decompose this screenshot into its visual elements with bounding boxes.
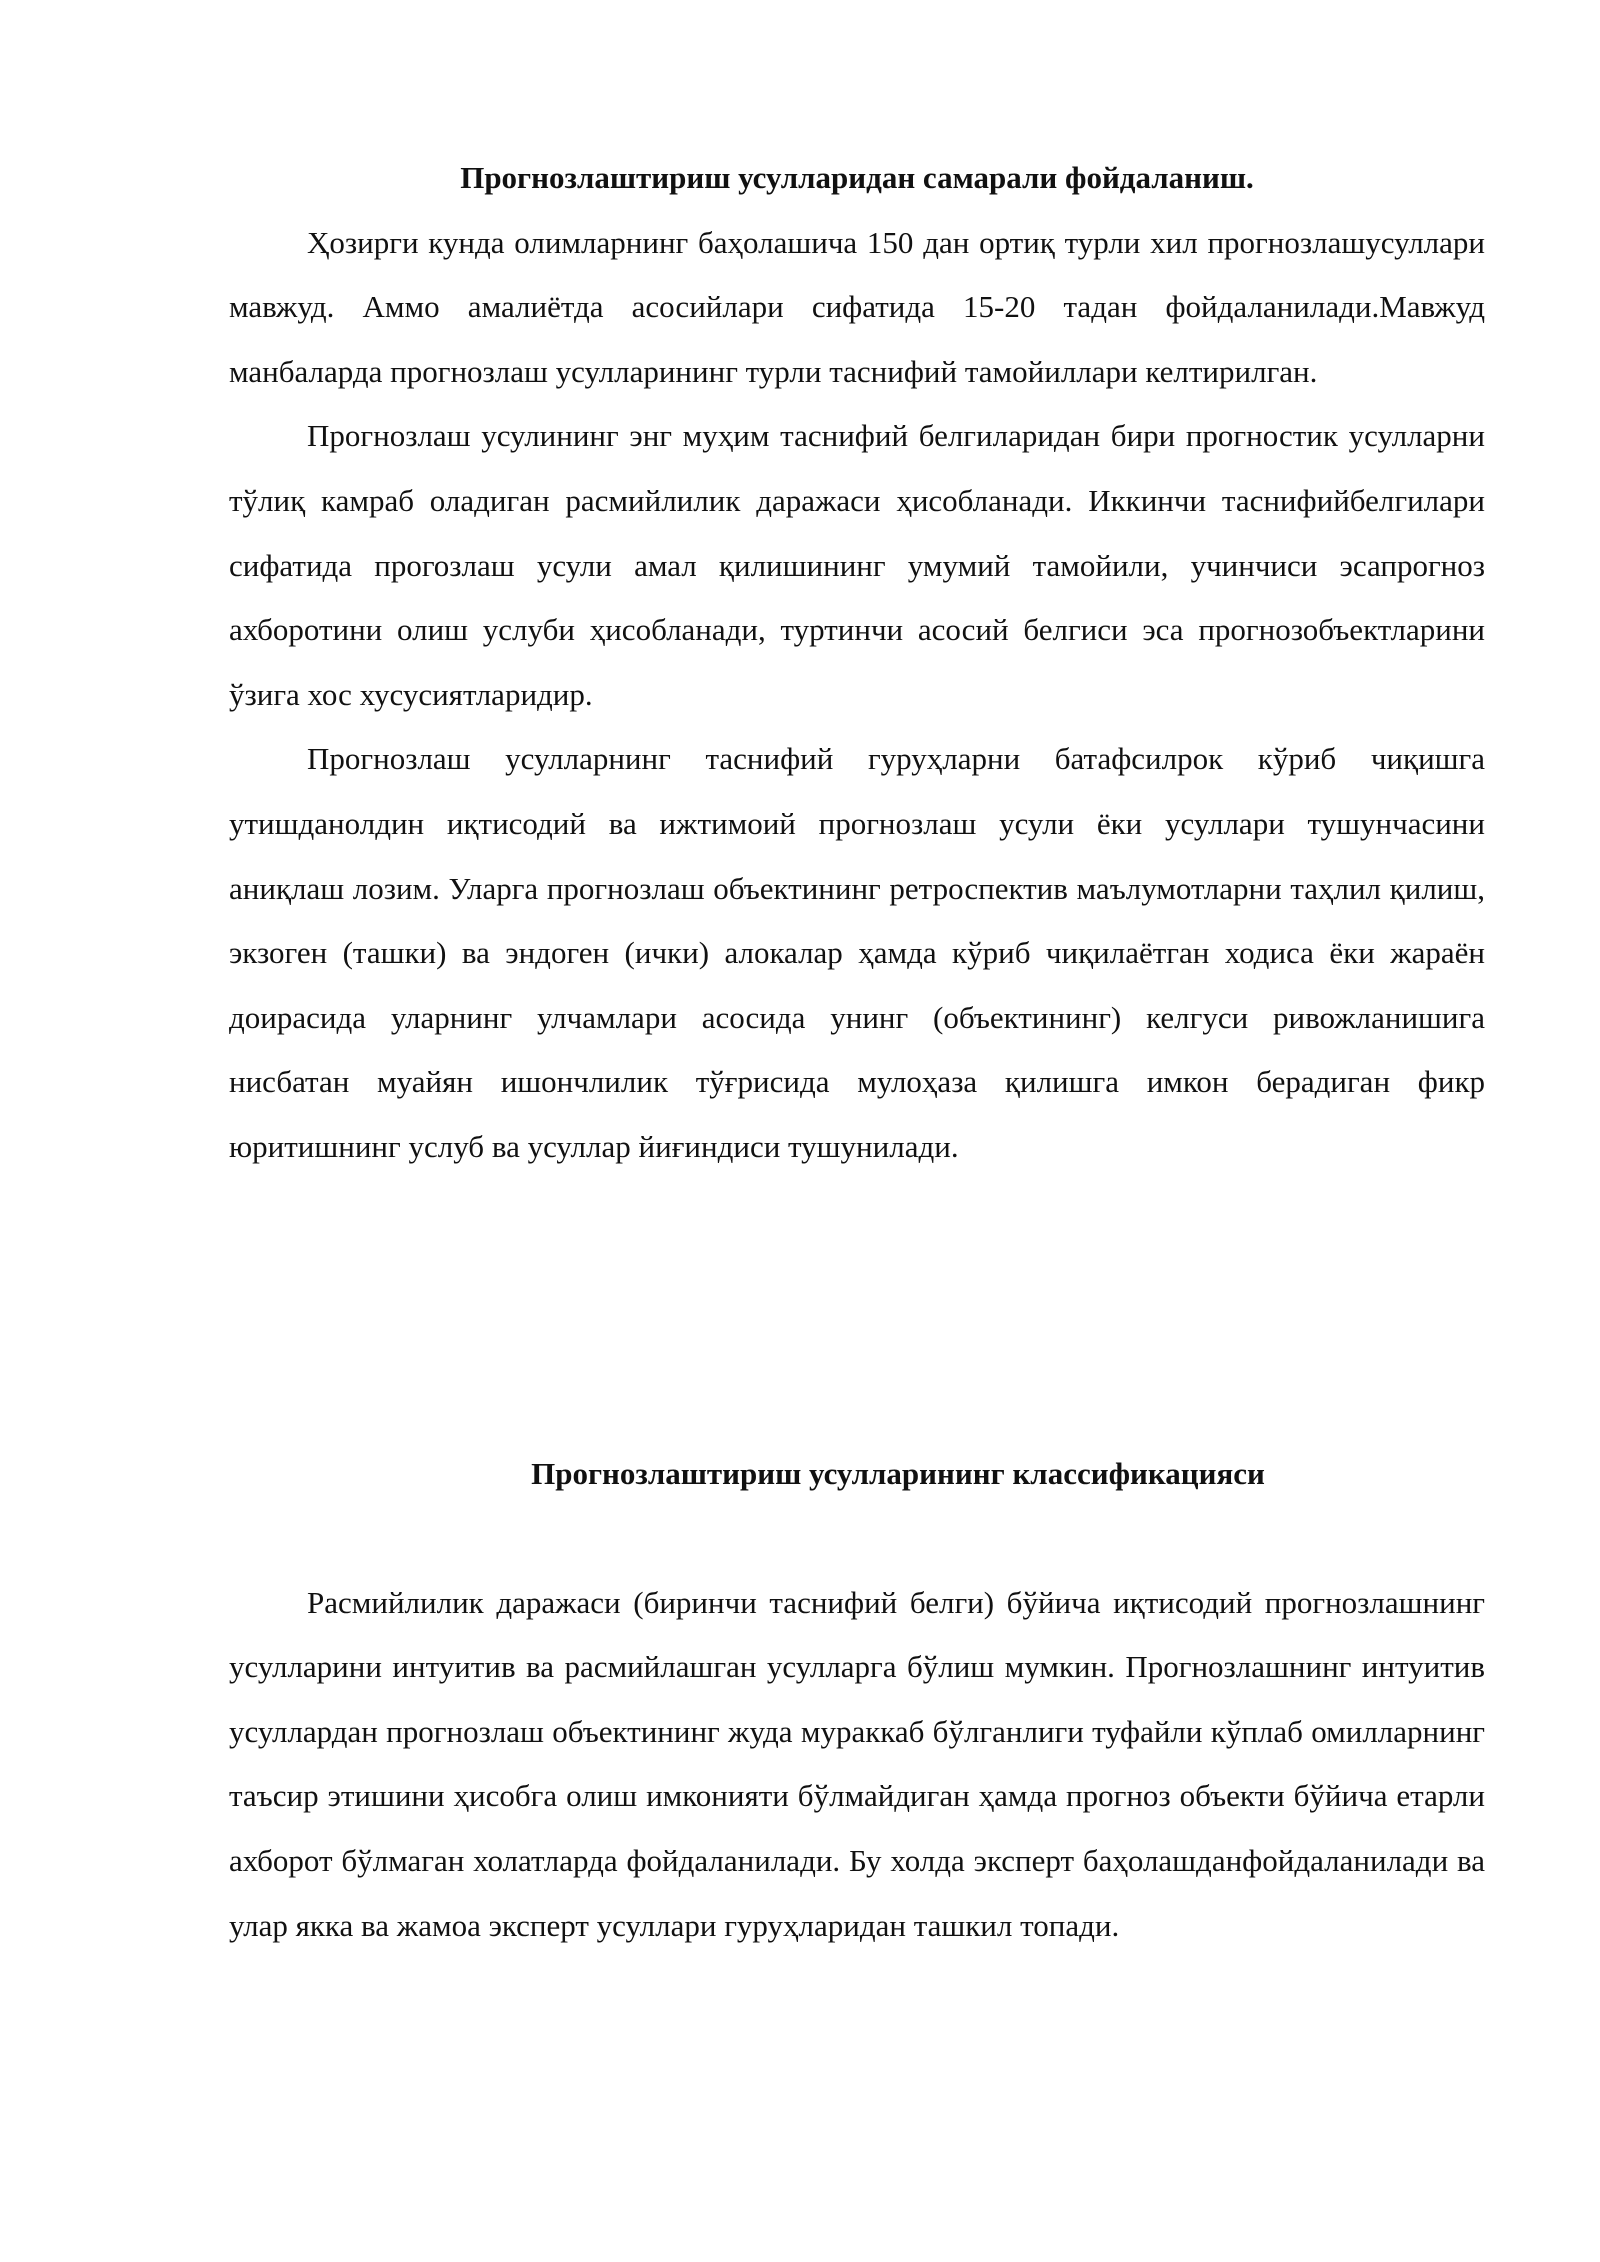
section-forecasting-methods-usage: [229, 146, 1485, 1180]
paragraph: Расмийлилик даражаси (биринчи таснифий белги) бўйича иқтисодий прогнозлашнинг усулларини интуитив ва расмийлашган усулларга бўлиш мумкин. Прогнозлашнинг интуитив усуллардан прогнозлаш объектининг жуда мураккаб бўлганлиги туфайли кўплаб омилларнинг таъсир этишини ҳисобга олиш имконияти бўлмайдиган ҳамда прогноз объекти бўйича етарли ахборот бўлмаган холатларда фойдаланилади. Бу холда эксперт баҳолашданфойдаланилади ва улар якка ва жамоа эксперт усуллари гуруҳларидан ташкил топади.: [229, 1584, 1485, 1943]
paragraph: Прогнозлаш усулларнинг таснифий гуруҳларни батафсилрок кўриб чиқишга утишданолдин иқтисодий ва ижтимоий прогнозлаш усули ёки усуллари тушунчасини аниқлаш лозим. Уларга прогнозлаш объектининг ретроспектив маълумотларни таҳлил қилиш, экзоген (ташки) ва эндоген (ички) алокалар ҳамда кўриб чиқилаётган ходиса ёки жараён доирасида уларнинг улчамлари асосида унинг (объектининг) келгуси ривожланишига нисбатан муайян ишончлилик тўғрисида мулоҳаза қилишга имкон берадиган фикр юритишнинг услуб ва усуллар йиғиндиси тушунилади.: [229, 741, 1485, 1164]
section-title: Прогнозлаштириш усулларидан самарали фойдаланиш.: [460, 160, 1254, 195]
paragraph: Ҳозирги кунда олимларнинг баҳолашича 150 дан ортиқ турли хил прогнозлашусуллари мавжуд. Аммо амалиётда асосийлари сифатида 15-20 тадан фойдаланилади.Мавжуд манбаларда прогнозлаш усулларининг турли таснифий тамойиллари келтирилган.: [229, 224, 1485, 389]
section-title: Прогнозлаштириш усулларининг классификацияси: [531, 1456, 1265, 1491]
paragraph: Прогнозлаш усулининг энг муҳим таснифий белгиларидан бири прогностик усулларни тўлиқ камраб оладиган расмийлилик даражаси ҳисобланади. Иккинчи таснифийбелгилари сифатида прогозлаш усули амал қилишининг умумий тамойили, учинчиси эсапрогноз ахборотини олиш услуби ҳисобланади, туртинчи асосий белгиси эса прогнозобъектларини ўзига хос хусусиятларидир.: [229, 418, 1485, 712]
section-forecasting-methods-classification: [229, 1442, 1485, 1958]
